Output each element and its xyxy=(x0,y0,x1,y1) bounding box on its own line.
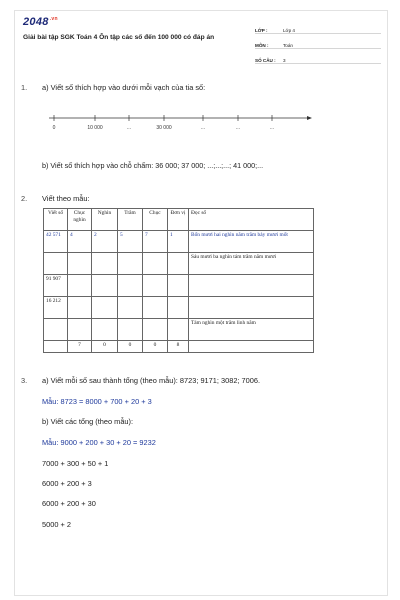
cell-don-vi: 8 xyxy=(168,341,189,353)
sum-item: 7000 + 300 + 50 + 1 xyxy=(42,459,109,468)
cell-don-vi[interactable] xyxy=(168,297,189,319)
cell-doc-so[interactable] xyxy=(189,275,314,297)
cell-don-vi[interactable] xyxy=(168,319,189,341)
example-3b: Mẫu: 9000 + 200 + 30 + 20 = 9232 xyxy=(42,438,156,447)
table-row xyxy=(44,341,314,353)
meta-value: Toán xyxy=(283,43,293,48)
table-header-row xyxy=(44,209,314,231)
cell-chuc[interactable] xyxy=(143,297,168,319)
number-line xyxy=(49,115,313,137)
header-viet-so: Viết số xyxy=(44,209,68,231)
cell-nghin[interactable] xyxy=(92,275,118,297)
cell-tram: 0 xyxy=(118,341,143,353)
header-chuc: Chục xyxy=(143,209,168,231)
worksheet-page xyxy=(14,10,388,596)
place-value-table xyxy=(43,208,314,353)
cell-don-vi[interactable] xyxy=(168,253,189,275)
cell-chuc: 0 xyxy=(143,341,168,353)
logo-text: 2048 xyxy=(23,16,49,28)
cell-chuc: 7 xyxy=(143,231,168,253)
header-nghin: Nghìn xyxy=(92,209,118,231)
tick-label: 0 xyxy=(52,125,56,131)
cell-tram[interactable] xyxy=(118,297,143,319)
cell-chuc-nghin[interactable] xyxy=(68,297,92,319)
sum-item: 6000 + 200 + 30 xyxy=(42,499,96,508)
question-3a-text: a) Viết mỗi số sau thành tổng (theo mẫu): 8723; 9171; 3082; 7006. xyxy=(42,376,261,385)
table-row xyxy=(44,297,314,319)
cell-chuc-nghin[interactable] xyxy=(68,319,92,341)
table-row xyxy=(44,253,314,275)
cell-doc-so[interactable] xyxy=(189,297,314,319)
question-2-text: Viết theo mẫu: xyxy=(42,194,90,203)
cell-tram: 5 xyxy=(118,231,143,253)
cell-viet-so: 91 907 xyxy=(44,275,68,297)
cell-nghin[interactable] xyxy=(92,297,118,319)
meta-row-count xyxy=(255,49,381,64)
cell-tram[interactable] xyxy=(118,275,143,297)
meta-panel xyxy=(255,19,381,64)
cell-viet-so[interactable] xyxy=(44,341,68,353)
question-2-number: 2. xyxy=(21,194,28,203)
cell-chuc-nghin: 4 xyxy=(68,231,92,253)
meta-value: Lớp 4 xyxy=(283,28,295,33)
cell-nghin: 0 xyxy=(92,341,118,353)
meta-row-subject xyxy=(255,34,381,49)
meta-key: SỐ CÂU : xyxy=(255,58,276,63)
tick-label: ... xyxy=(200,125,206,131)
cell-doc-so: Sáu mươi ba nghìn tám trăm năm mươi xyxy=(189,253,314,275)
cell-viet-so[interactable] xyxy=(44,253,68,275)
question-1a-text: a) Viết số thích hợp vào dưới mỗi vạch của tia số: xyxy=(42,83,206,92)
header-chuc-nghin: Chục nghìn xyxy=(68,209,92,231)
table-row xyxy=(44,275,314,297)
cell-chuc-nghin[interactable] xyxy=(68,253,92,275)
sum-item: 6000 + 200 + 3 xyxy=(42,479,92,488)
sum-item: 5000 + 2 xyxy=(42,520,71,529)
tick-label: ... xyxy=(126,125,132,131)
logo-suffix: .vn xyxy=(49,16,58,23)
question-3b-text: b) Viết các tổng (theo mẫu): xyxy=(42,417,134,426)
tick-label: ... xyxy=(235,125,241,131)
table-row xyxy=(44,231,314,253)
cell-viet-so: 16 212 xyxy=(44,297,68,319)
cell-don-vi[interactable] xyxy=(168,275,189,297)
header-don-vi: Đơn vị xyxy=(168,209,189,231)
cell-viet-so[interactable] xyxy=(44,319,68,341)
cell-tram[interactable] xyxy=(118,319,143,341)
header-tram: Trăm xyxy=(118,209,143,231)
meta-key: MÔN : xyxy=(255,43,269,48)
site-logo[interactable] xyxy=(23,16,58,28)
cell-chuc[interactable] xyxy=(143,253,168,275)
question-1-number: 1. xyxy=(21,83,28,92)
question-1b-text: b) Viết số thích hợp vào chỗ chấm: 36 000; 37 000; ...;...;...; 41 000;... xyxy=(42,161,264,170)
cell-chuc-nghin: 7 xyxy=(68,341,92,353)
tick-label: 10 000 xyxy=(87,125,103,131)
cell-chuc-nghin[interactable] xyxy=(68,275,92,297)
tick-label: ... xyxy=(269,125,275,131)
cell-nghin[interactable] xyxy=(92,253,118,275)
cell-doc-so[interactable] xyxy=(189,341,314,353)
cell-nghin[interactable] xyxy=(92,319,118,341)
header-doc-so: Đọc số xyxy=(189,209,314,231)
meta-row-class xyxy=(255,19,381,34)
question-3-number: 3. xyxy=(21,376,28,385)
cell-doc-so: Tám nghìn một trăm linh năm xyxy=(189,319,314,341)
cell-chuc[interactable] xyxy=(143,275,168,297)
cell-chuc[interactable] xyxy=(143,319,168,341)
cell-nghin: 2 xyxy=(92,231,118,253)
cell-tram[interactable] xyxy=(118,253,143,275)
page-title: Giải bài tập SGK Toán 4 Ôn tập các số đến 100 000 có đáp án xyxy=(23,34,215,41)
cell-viet-so: 42 571 xyxy=(44,231,68,253)
table-row xyxy=(44,319,314,341)
cell-don-vi: 1 xyxy=(168,231,189,253)
meta-value: 3 xyxy=(283,58,286,63)
example-3a: Mẫu: 8723 = 8000 + 700 + 20 + 3 xyxy=(42,397,152,406)
meta-key: LỚP : xyxy=(255,28,268,33)
tick-label: 30 000 xyxy=(156,125,172,131)
cell-doc-so: Bốn mươi hai nghìn năm trăm bảy mươi mốt xyxy=(189,231,314,253)
